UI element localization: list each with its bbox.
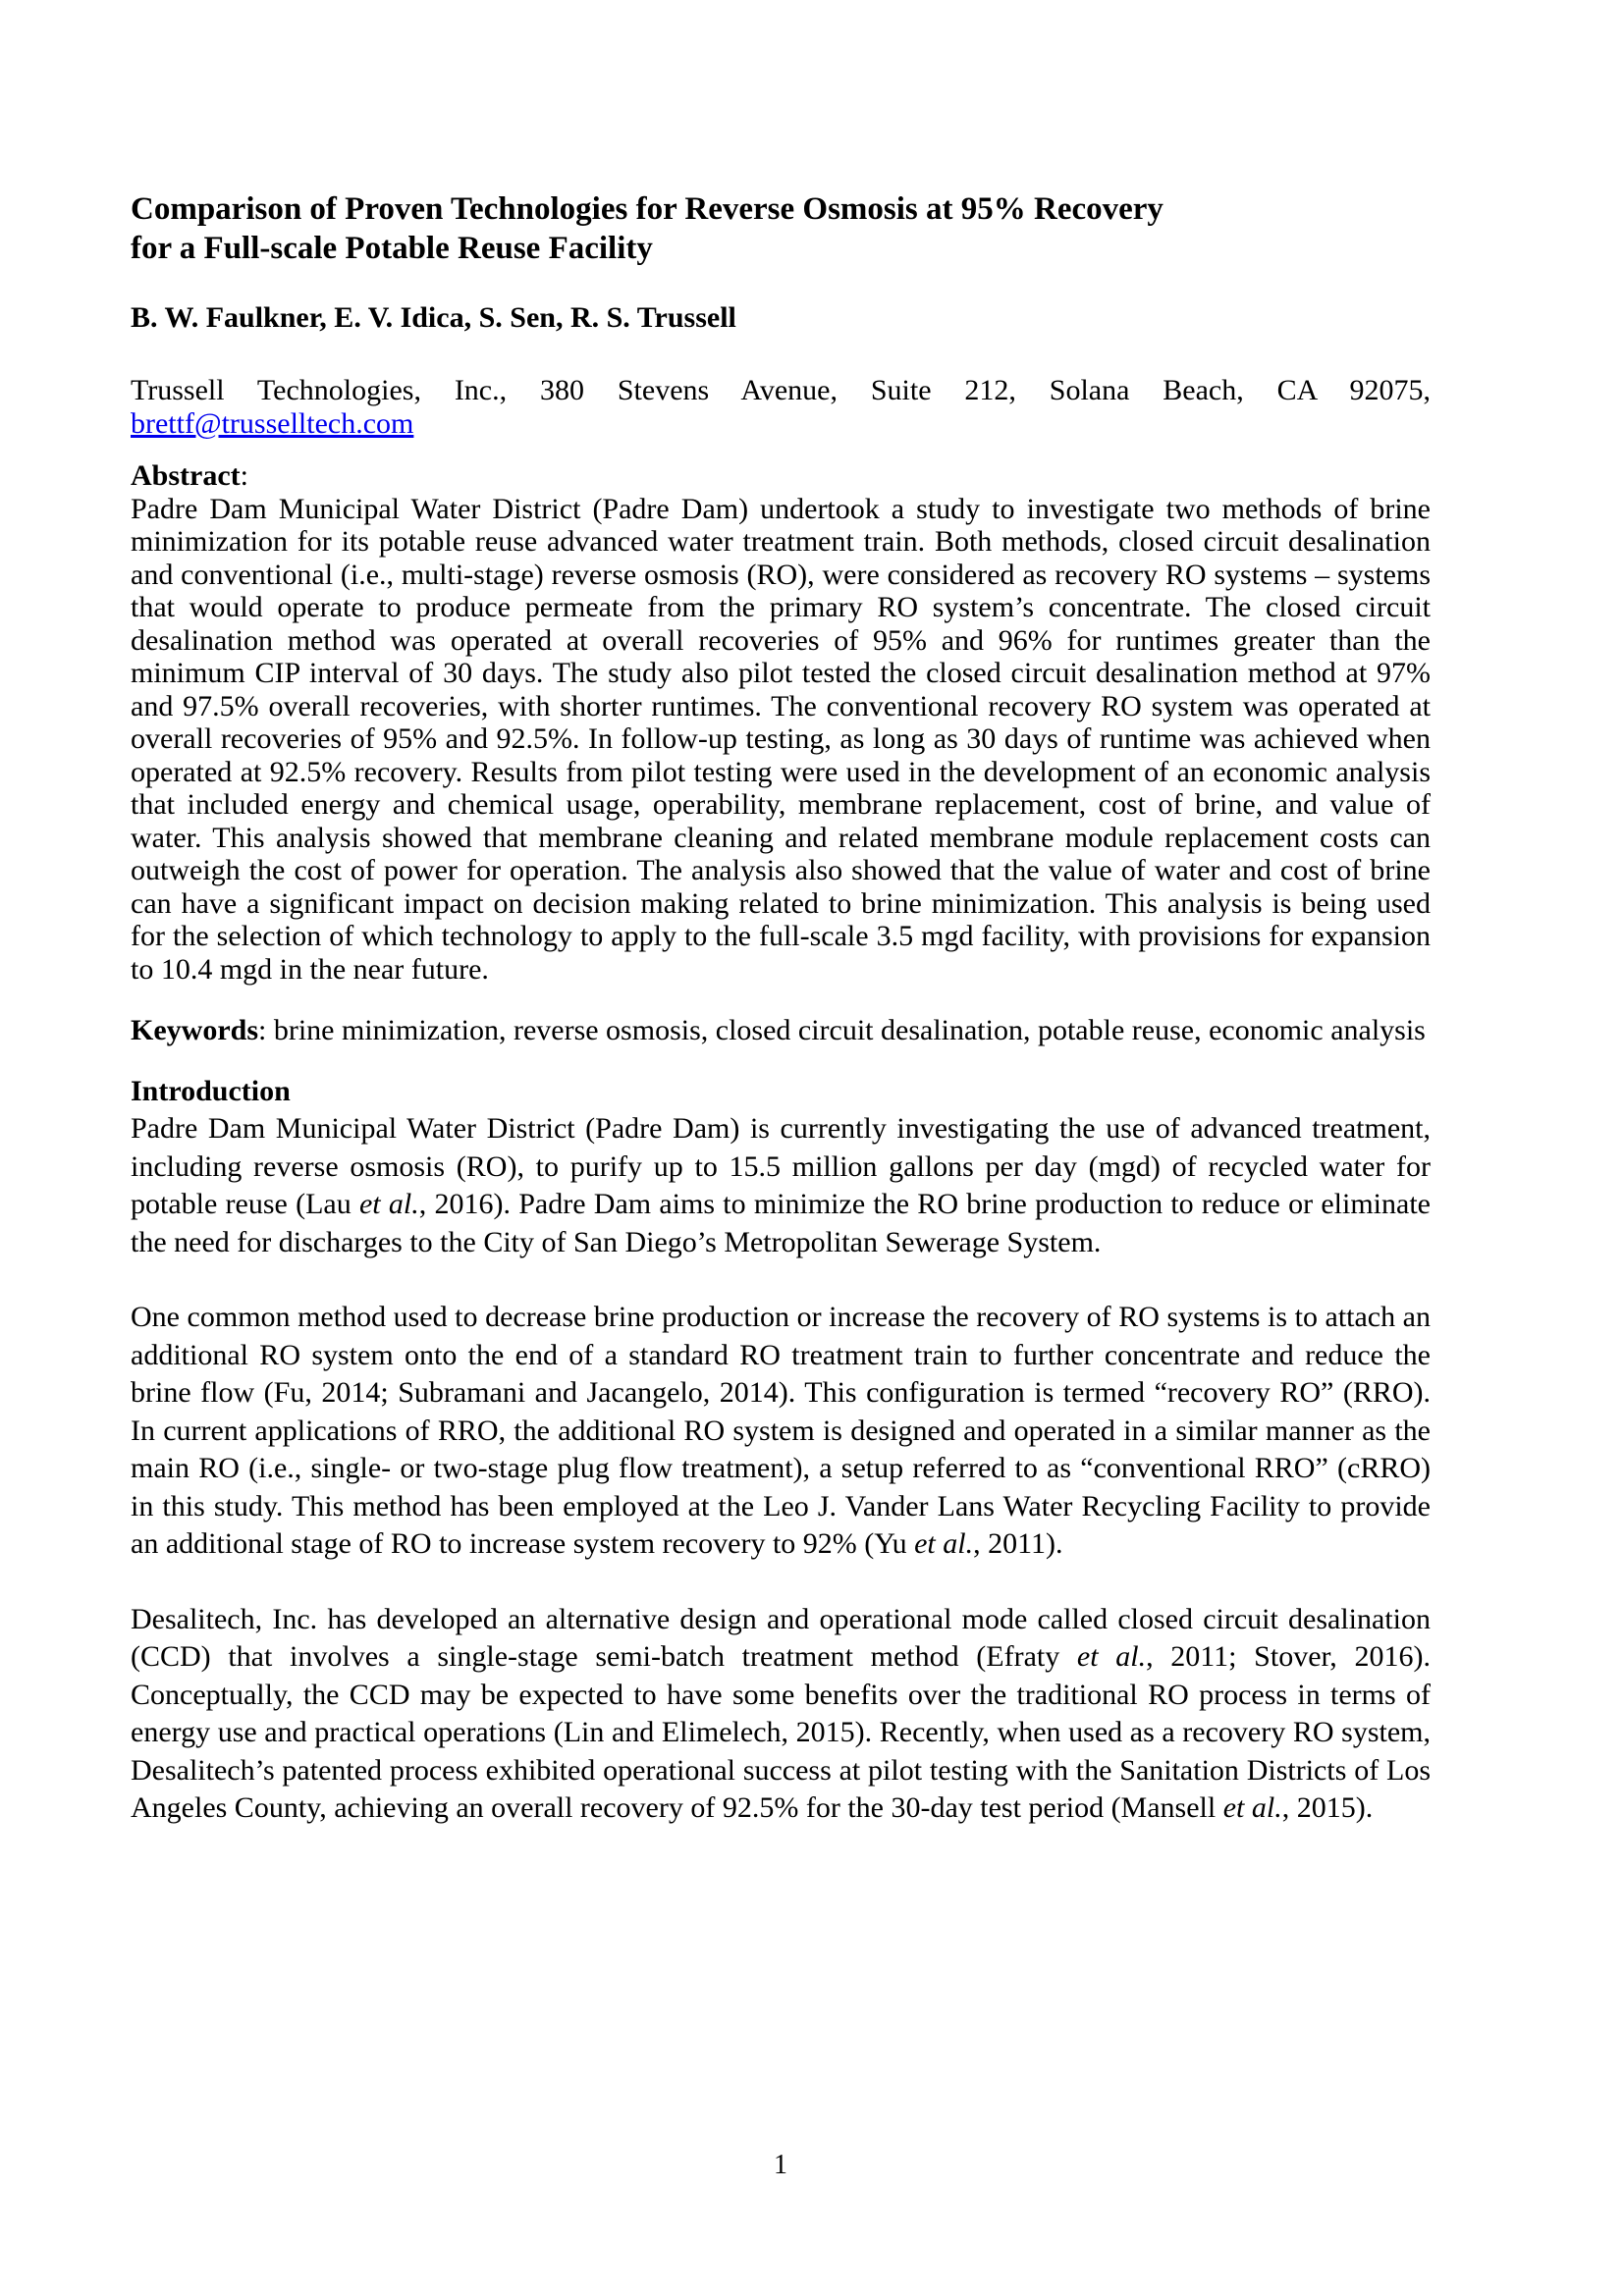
abstract-section [131,459,1431,986]
authors-line: B. W. Faulkner, E. V. Idica, S. Sen, R. S. Trussell [131,301,736,334]
abstract-heading-label: Abstract [131,459,241,492]
page-number: 1 [774,2150,787,2180]
introduction-paragraph-3: Desalitech, Inc. has developed an alternative design and operational mode called closed circuit desalination (CCD) that involves a single-stage semi-batch treatment method (Efraty et al., 2011; Stover, 2016). Conceptually, the CCD may be expected to have some benefits over the traditional RO process in terms of energy use and practical operations (Lin and Elimelech, 2015). Recently, when used as a recovery RO system, Desalitech’s patented process exhibited operational success at pilot testing with the Sanitation Districts of Los Angeles County, achieving an overall recovery of 92.5% for the 30-day test period (Mansell et al., 2015). [131,1602,1431,1824]
email-link[interactable]: brettf@trusselltech.com [131,407,414,440]
abstract-heading [131,459,1431,493]
introduction-heading: Introduction [131,1074,291,1107]
abstract-heading-colon: : [240,459,248,492]
page-title-line-2: for a Full-scale Potable Reuse Facility [131,231,653,266]
keywords-line: Keywords: brine minimization, reverse osmosis, closed circuit desalination, potable reuse, economic analysis [131,1014,1426,1046]
abstract-body: Padre Dam Municipal Water District (Padre Dam) undertook a study to investigate two methods of brine minimization for its potable reuse advanced water treatment train. Both methods, closed circuit desalination and conventional (i.e., multi-stage) reverse osmosis (RO), were considered as recovery RO systems – systems that would operate to produce permeate from the primary RO system’s concentrate. The closed circuit desalination method was operated at overall recoveries of 95% and 96% for runtimes greater than the minimum CIP interval of 30 days. The study also pilot tested the closed circuit desalination method at 97% and 97.5% overall recoveries, with shorter runtimes. The conventional recovery RO system was operated at overall recoveries of 95% and 92.5%. In follow-up testing, as long as 30 days of runtime was achieved when operated at 92.5% recovery. Results from pilot testing were used in the development of an economic analysis that included energy and chemical usage, operability, membrane replacement, cost of brine, and value of water. This analysis showed that membrane cleaning and related membrane module replacement costs can outweigh the cost of power for operation. The analysis also showed that the value of water and cost of brine can have a significant impact on decision making related to brine minimization. This analysis is being used for the selection of which technology to apply to the full-scale 3.5 mgd facility, with provisions for expansion to 10.4 mgd in the near future. [131,492,1431,986]
introduction-paragraph-2: One common method used to decrease brine production or increase the recovery of RO systems is to attach an additional RO system onto the end of a standard RO treatment train to further concentrate and reduce the brine flow (Fu, 2014; Subramani and Jacangelo, 2014). This configuration is termed “recovery RO” (RRO). In current applications of RRO, the additional RO system is designed and operated in a similar manner as the main RO (i.e., single- or two-stage plug flow treatment), a setup referred to as “conventional RRO” (cRRO) in this study. This method has been employed at the Leo J. Vander Lans Water Recycling Facility to provide an additional stage of RO to increase system recovery to 92% (Yu et al., 2011). [131,1301,1431,1560]
introduction-paragraph-1: Padre Dam Municipal Water District (Padre Dam) is currently investigating the use of advanced treatment, including reverse osmosis (RO), to purify up to 15.5 million gallons per day (mgd) of recycled water for potable reuse (Lau et al., 2016). Padre Dam aims to minimize the RO brine production to reduce or eliminate the need for discharges to the City of San Diego’s Metropolitan Sewerage System. [131,1112,1431,1258]
page-title [131,189,1431,268]
affiliation-text: Trussell Technologies, Inc., 380 Stevens Avenue, Suite 212, Solana Beach, CA 92075, [131,374,1431,406]
page-title-line-1: Comparison of Proven Technologies for Reverse Osmosis at 95% Recovery [131,191,1163,227]
affiliation-block [131,374,1431,441]
introduction-section [131,1073,1431,1828]
page-content [131,189,1431,1828]
